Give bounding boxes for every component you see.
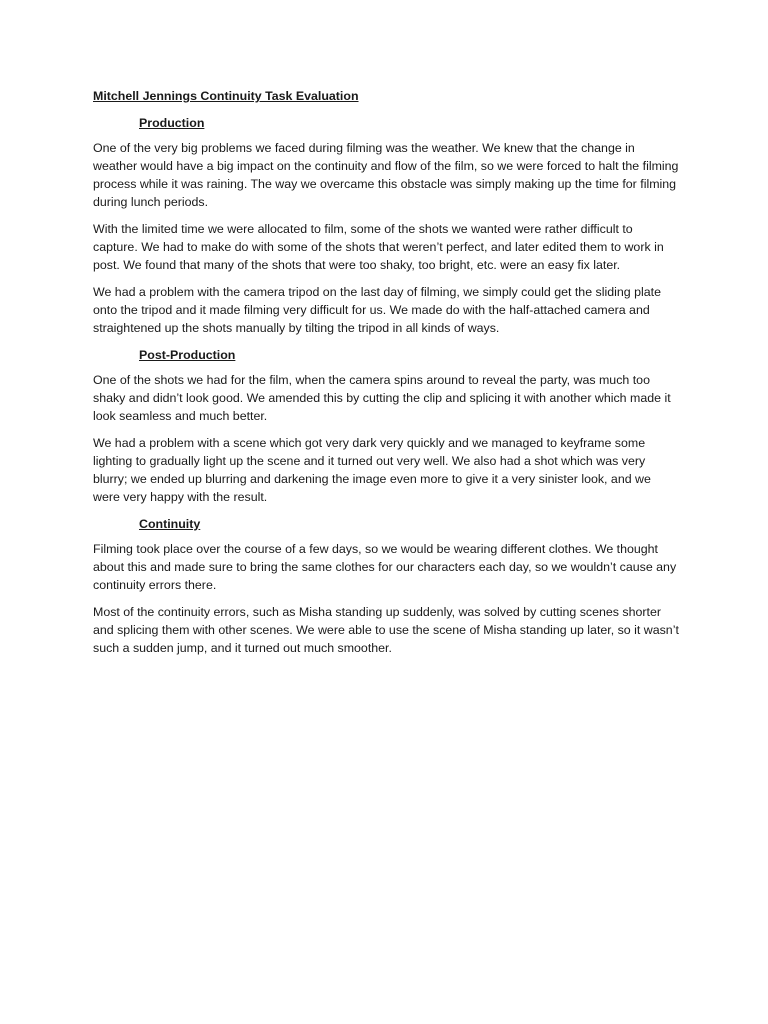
paragraph: One of the very big problems we faced during filming was the weather. We knew that the change in weather would have a big impact on the continuity and flow of the film, so we were forced to halt the filming process while it was raining. The way we overcame this obstacle was simply making up the time for filming during lunch periods. (93, 141, 679, 209)
section-heading-continuity: Continuity (139, 517, 201, 531)
section-continuity (93, 515, 679, 657)
document-body (93, 87, 679, 666)
section-post-production (93, 346, 679, 506)
paragraph: With the limited time we were allocated to film, some of the shots we wanted were rather difficult to capture. We had to make do with some of the shots that weren’t perfect, and later edited them to work in post. We found that many of the shots that were too shaky, too bright, etc. were an easy fix later. (93, 222, 664, 272)
section-heading-post-production: Post-Production (139, 348, 236, 362)
paragraph: One of the shots we had for the film, when the camera spins around to reveal the party, was much too shaky and didn’t look good. We amended this by cutting the clip and splicing it with another which made it look seamless and much better. (93, 373, 671, 423)
paragraph: Filming took place over the course of a few days, so we would be wearing different clothes. We thought about this and made sure to bring the same clothes for our characters each day, so we wouldn’t cause any continuity errors there. (93, 542, 677, 592)
paragraph: We had a problem with the camera tripod on the last day of filming, we simply could get the sliding plate onto the tripod and it made filming very difficult for us. We made do with the half-attached camera and straightened up the shots manually by tilting the tripod in all kinds of ways. (93, 285, 661, 335)
section-production (93, 114, 679, 337)
paragraph: We had a problem with a scene which got very dark very quickly and we managed to keyframe some lighting to gradually light up the scene and it turned out very well. We also had a shot which was very blurry; we ended up blurring and darkening the image even more to give it a very sinister look, and we were very happy with the result. (93, 436, 651, 504)
paragraph: Most of the continuity errors, such as Misha standing up suddenly, was solved by cutting scenes shorter and splicing them with other scenes. We were able to use the scene of Misha standing up later, so it wasn’t such a sudden jump, and it turned out much smoother. (93, 605, 679, 655)
section-heading-production: Production (139, 116, 205, 130)
document-title: Mitchell Jennings Continuity Task Evaluation (93, 89, 359, 103)
